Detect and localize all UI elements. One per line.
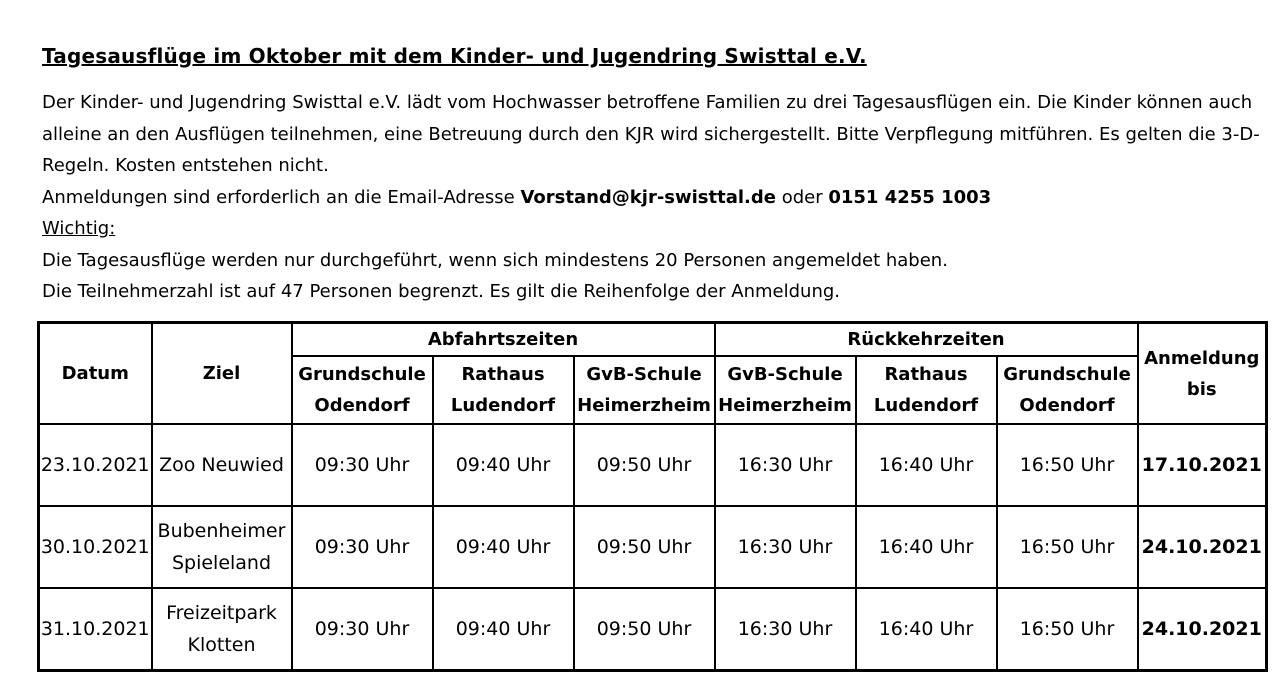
important-line-1: Die Tagesausflüge werden nur durchgeführt, wenn sich mindestens 20 Personen angemeldet haben. (42, 249, 948, 271)
email-address[interactable]: Vorstand@kjr-swisttal.de (520, 186, 776, 208)
trip-destination: Freizeitpark Klotten (152, 588, 292, 671)
trip-schedule-table (37, 321, 1268, 672)
table-row (39, 424, 1267, 506)
header-return-group: Rückkehrzeiten (715, 323, 1138, 357)
registration-deadline: 17.10.2021 (1138, 424, 1267, 506)
table-row (39, 588, 1267, 671)
intro-section (42, 87, 1267, 308)
header-deadline: Anmeldung bis (1138, 323, 1267, 425)
header-stop: GvB-Schule Heimerzheim (715, 356, 856, 424)
registration-deadline: 24.10.2021 (1138, 588, 1267, 671)
header-datum: Datum (39, 323, 152, 425)
return-time: 16:40 Uhr (856, 588, 997, 671)
header-departure-group: Abfahrtszeiten (292, 323, 715, 357)
header-stop: Rathaus Ludendorf (856, 356, 997, 424)
important-line-2: Die Teilnehmerzahl ist auf 47 Personen begrenzt. Es gilt die Reihenfolge der Anmeldung. (42, 281, 840, 302)
departure-time: 09:40 Uhr (433, 506, 574, 588)
header-ziel: Ziel (152, 323, 292, 425)
registration-line (42, 182, 1267, 214)
registration-middle: oder (775, 186, 829, 208)
return-time: 16:50 Uhr (997, 424, 1138, 506)
return-time: 16:30 Uhr (715, 588, 856, 671)
trip-date: 23.10.2021 (39, 424, 152, 506)
header-stop: Grundschule Odendorf (997, 356, 1138, 424)
intro-text: Der Kinder- und Jugendring Swisttal e.V. lädt vom Hochwasser betroffene Familien zu drei Tagesausflügen ein. Die Kinder können auch alleine an den Ausflügen teilnehmen, eine Betreuung durch den KJR wird sichergestellt. Bitte Verpflegung mitführen. Es gelten die 3-D-Regeln. Kosten entstehen nicht. (42, 92, 1260, 176)
trip-date: 31.10.2021 (39, 588, 152, 671)
departure-time: 09:50 Uhr (574, 588, 715, 671)
return-time: 16:40 Uhr (856, 424, 997, 506)
trip-destination: Zoo Neuwied (152, 424, 292, 506)
departure-time: 09:50 Uhr (574, 424, 715, 506)
page-title: Tagesausflüge im Oktober mit dem Kinder- und Jugendring Swisttal e.V. (42, 44, 867, 68)
departure-time: 09:50 Uhr (574, 506, 715, 588)
departure-time: 09:30 Uhr (292, 506, 433, 588)
trip-destination: Bubenheimer Spieleland (152, 506, 292, 588)
trip-date: 30.10.2021 (39, 506, 152, 588)
return-time: 16:50 Uhr (997, 588, 1138, 671)
header-stop: Grundschule Odendorf (292, 356, 433, 424)
departure-time: 09:40 Uhr (433, 588, 574, 671)
return-time: 16:40 Uhr (856, 506, 997, 588)
departure-time: 09:40 Uhr (433, 424, 574, 506)
return-time: 16:30 Uhr (715, 424, 856, 506)
important-label: Wichtig: (42, 218, 116, 239)
return-time: 16:50 Uhr (997, 506, 1138, 588)
header-stop: GvB-Schule Heimerzheim (574, 356, 715, 424)
table-row (39, 506, 1267, 588)
return-time: 16:30 Uhr (715, 506, 856, 588)
departure-time: 09:30 Uhr (292, 588, 433, 671)
registration-prefix: Anmeldungen sind erforderlich an die Email-Adresse (42, 186, 521, 208)
phone-number: 0151 4255 1003 (828, 186, 992, 208)
departure-time: 09:30 Uhr (292, 424, 433, 506)
registration-deadline: 24.10.2021 (1138, 506, 1267, 588)
header-stop: Rathaus Ludendorf (433, 356, 574, 424)
